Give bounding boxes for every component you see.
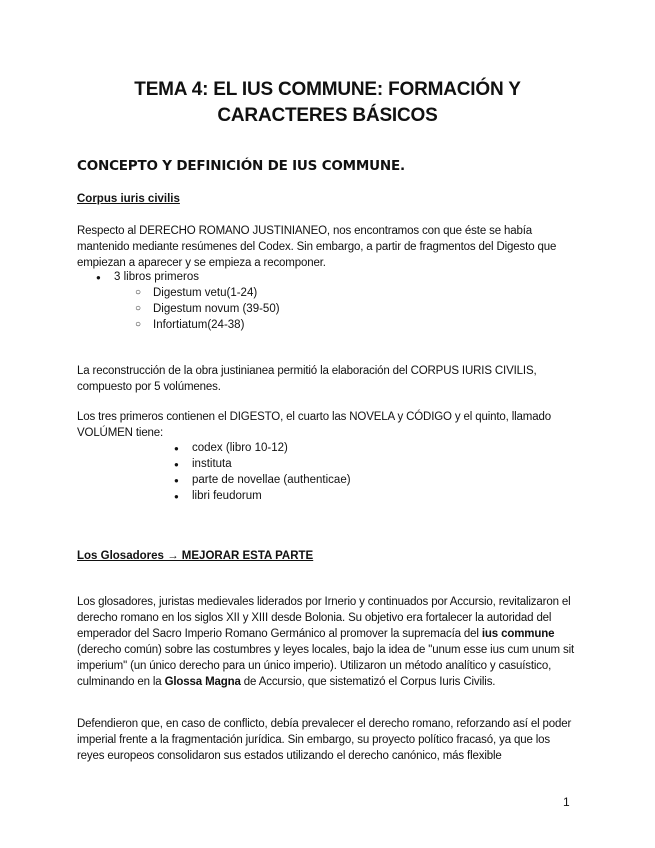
subheading-corpus: Corpus iuris civilis [77, 193, 180, 205]
list-item: ○ Digestum novum (39-50) [135, 301, 280, 317]
bullet-list-libros [96, 269, 199, 285]
page-number: 1 [563, 795, 570, 809]
text-run: Los glosadores, juristas medievales liderados por Irnerio y continuados por Accursio, revitalizaron el derecho romano en los siglos XII y XIII desde Bolonia. Su objetivo era fortalecer la autoridad del emperador del Sacro Imperio Romano Germánico al promover la supremacía del [77, 596, 571, 640]
text-run: de Accursio, que sistematizó el Corpus Iuris Civilis. [240, 676, 496, 688]
list-item: ● 3 libros primeros [96, 269, 199, 285]
paragraph-tres-primeros: Los tres primeros contienen el DIGESTO, el cuarto las NOVELA y CÓDIGO y el quinto, llamado VOLÚMEN tiene: [77, 411, 551, 439]
text-run: (derecho común) sobre las costumbres y leyes locales, bajo la idea de "unum esse ius cum unum sit imperium" (un único derecho para un único imperio). Utilizaron un método analítico y casuístico, culminando en la [77, 644, 575, 688]
list-item: ○ Infortiatum(24-38) [135, 317, 280, 333]
subheading-glosadores: Los Glosadores → MEJORAR ESTA PARTE [77, 550, 314, 562]
title-line-1: TEMA 4: EL IUS COMMUNE: FORMACIÓN Y [134, 79, 521, 100]
bold-ius-commune: ius commune [481, 628, 555, 640]
list-item: ● instituta [174, 456, 351, 472]
title-line-2: CARACTERES BÁSICOS [217, 105, 438, 126]
page-title [60, 77, 595, 129]
paragraph-glosadores-2: Defendieron que, en caso de conflicto, debía prevalecer el derecho romano, reforzando así el poder imperial frente a la fragmentación jurídica. Sin embargo, su proyecto político fracasó, ya que los reyes europeos consolidaron sus estados utilizando el derecho canónico, más flexible [77, 718, 572, 762]
paragraph-glosadores-1 [77, 594, 577, 690]
paragraph-reconstruccion: La reconstrucción de la obra justinianea permitió la elaboración del CORPUS IURIS CIVILIS, compuesto por 5 volúmenes. [77, 365, 537, 393]
list-item: ● libri feudorum [174, 488, 351, 504]
paragraph-corpus-intro: Respecto al DERECHO ROMANO JUSTINIANEO, nos encontramos con que éste se había mantenido mediante resúmenes del Codex. Sin embargo, a partir de fragmentos del Digesto que empiezan a aparecer y se empieza a recomponer. [77, 225, 557, 269]
bullet-list-volumen [174, 440, 351, 504]
list-item: ● parte de novellae (authenticae) [174, 472, 351, 488]
list-item: ○ Digestum vetu(1-24) [135, 285, 280, 301]
section-heading-concept: CONCEPTO Y DEFINICIÓN DE IUS COMMUNE. [77, 158, 405, 174]
list-item: ● codex (libro 10-12) [174, 440, 351, 456]
sub-list-digestum [135, 285, 280, 333]
bold-glossa-magna: Glossa Magna [164, 676, 241, 688]
